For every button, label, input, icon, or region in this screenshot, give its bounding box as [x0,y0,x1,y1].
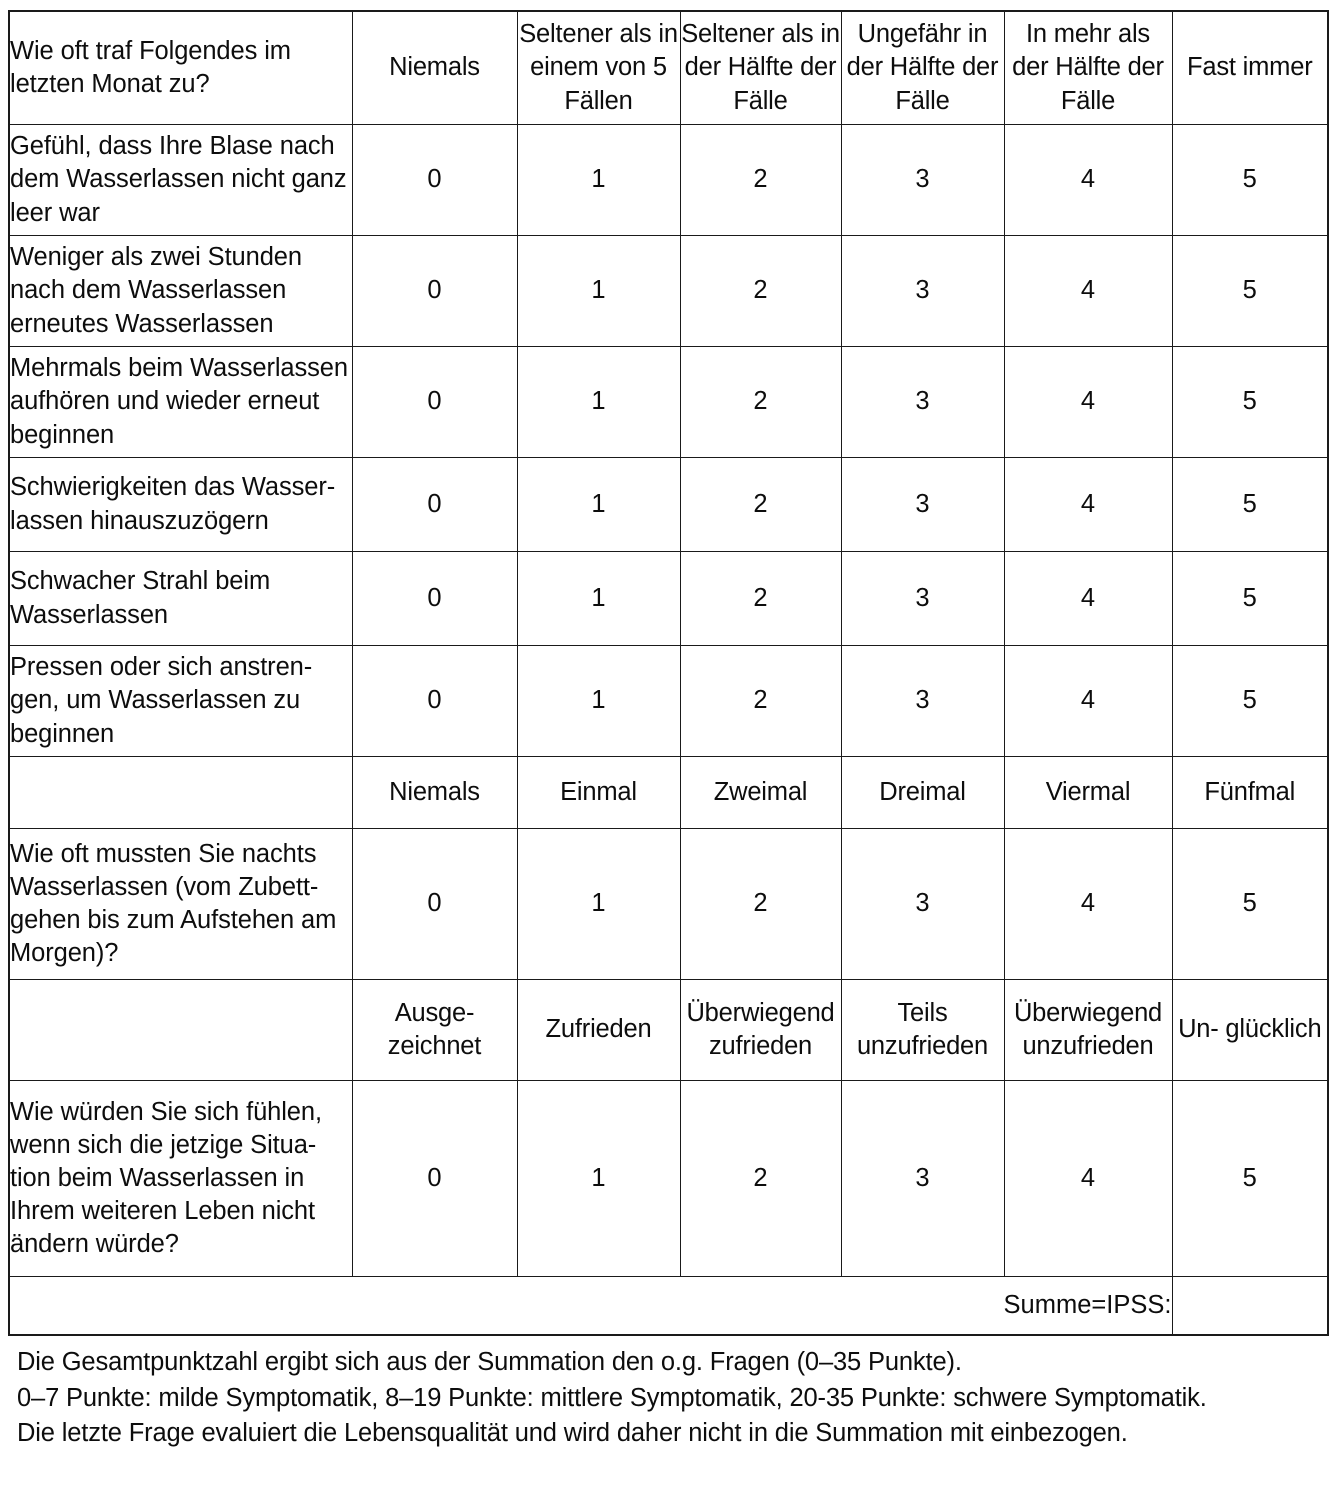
score-cell-3-2[interactable]: 2 [680,347,841,458]
question-text-8: Wie würden Sie sich fühlen, wenn sich die jetzige Situa- tion beim Wasserlassen in Ihrem weiteren Leben nicht ändern würde? [9,1081,352,1277]
score-cell-2-4[interactable]: 4 [1004,236,1172,347]
count-scale-1: Einmal [517,757,680,829]
footer-notes [8,1345,1327,1452]
score-cell-2-3[interactable]: 3 [841,236,1004,347]
question-text-6: Pressen oder sich anstren- gen, um Wasserlassen zu beginnen [9,646,352,757]
table-row [9,829,1328,980]
table-row [9,552,1328,646]
sum-row [9,1277,1328,1336]
sum-input-cell[interactable] [1172,1277,1328,1336]
score-cell-8-3[interactable]: 3 [841,1081,1004,1277]
score-cell-5-0[interactable]: 0 [352,552,517,646]
table-row [9,458,1328,552]
score-cell-7-0[interactable]: 0 [352,829,517,980]
question-text-3: Mehrmals beim Wasserlassen aufhören und wieder erneut beginnen [9,347,352,458]
count-scale-2: Zweimal [680,757,841,829]
question-text-2: Weniger als zwei Stunden nach dem Wasserlassen erneutes Wasserlassen [9,236,352,347]
score-cell-1-1[interactable]: 1 [517,125,680,236]
count-scale-3: Dreimal [841,757,1004,829]
score-cell-8-4[interactable]: 4 [1004,1081,1172,1277]
satisfaction-scale-5: Un- glücklich [1172,980,1328,1081]
freq-scale-3: Ungefähr in der Hälfte der Fälle [841,11,1004,125]
score-cell-5-5[interactable]: 5 [1172,552,1328,646]
score-cell-1-3[interactable]: 3 [841,125,1004,236]
count-scale-5: Fünfmal [1172,757,1328,829]
question-text-5: Schwacher Strahl beim Wasserlassen [9,552,352,646]
score-cell-4-3[interactable]: 3 [841,458,1004,552]
score-cell-7-5[interactable]: 5 [1172,829,1328,980]
score-cell-6-2[interactable]: 2 [680,646,841,757]
freq-scale-0: Niemals [352,11,517,125]
score-cell-6-0[interactable]: 0 [352,646,517,757]
satisfaction-scale-1: Zufrieden [517,980,680,1081]
score-cell-5-4[interactable]: 4 [1004,552,1172,646]
score-cell-6-5[interactable]: 5 [1172,646,1328,757]
table-row [9,236,1328,347]
score-cell-2-1[interactable]: 1 [517,236,680,347]
score-cell-3-5[interactable]: 5 [1172,347,1328,458]
count-scale-0: Niemals [352,757,517,829]
question-text-4: Schwierigkeiten das Wasser- lassen hinauszuzögern [9,458,352,552]
score-cell-1-2[interactable]: 2 [680,125,841,236]
score-cell-1-0[interactable]: 0 [352,125,517,236]
satisfaction-scale-header-row [9,980,1328,1081]
score-cell-3-1[interactable]: 1 [517,347,680,458]
score-cell-6-4[interactable]: 4 [1004,646,1172,757]
satisfaction-scale-0: Ausge- zeichnet [352,980,517,1081]
footer-line-2: 0–7 Punkte: milde Symptomatik, 8–19 Punkte: mittlere Symptomatik, 20-35 Punkte: schwere Symptomatik. [17,1383,1207,1412]
table-row [9,1081,1328,1277]
score-cell-3-3[interactable]: 3 [841,347,1004,458]
score-cell-4-4[interactable]: 4 [1004,458,1172,552]
score-cell-2-5[interactable]: 5 [1172,236,1328,347]
freq-scale-1: Seltener als in einem von 5 Fällen [517,11,680,125]
score-cell-6-1[interactable]: 1 [517,646,680,757]
satisfaction-scale-2: Überwiegend zufrieden [680,980,841,1081]
score-cell-1-4[interactable]: 4 [1004,125,1172,236]
score-cell-7-4[interactable]: 4 [1004,829,1172,980]
score-cell-5-2[interactable]: 2 [680,552,841,646]
header-question-cell: Wie oft traf Folgendes im letzten Monat zu? [9,11,352,125]
score-cell-4-0[interactable]: 0 [352,458,517,552]
score-cell-2-0[interactable]: 0 [352,236,517,347]
satisfaction-scale-4: Überwiegend unzufrieden [1004,980,1172,1081]
sum-label: Summe=IPSS: [9,1277,1172,1336]
satisfaction-scale-3: Teils unzufrieden [841,980,1004,1081]
ipss-table [8,10,1329,1336]
score-cell-3-4[interactable]: 4 [1004,347,1172,458]
score-cell-2-2[interactable]: 2 [680,236,841,347]
score-cell-7-1[interactable]: 1 [517,829,680,980]
question-text-1: Gefühl, dass Ihre Blase nach dem Wasserlassen nicht ganz leer war [9,125,352,236]
table-header-row [9,11,1328,125]
score-cell-4-5[interactable]: 5 [1172,458,1328,552]
empty-label-cell [9,757,352,829]
score-cell-7-3[interactable]: 3 [841,829,1004,980]
score-cell-1-5[interactable]: 5 [1172,125,1328,236]
question-text-7: Wie oft mussten Sie nachts Wasserlassen (vom Zubett- gehen bis zum Aufstehen am Morgen)? [9,829,352,980]
table-row [9,125,1328,236]
table-row [9,347,1328,458]
score-cell-8-5[interactable]: 5 [1172,1081,1328,1277]
score-cell-8-1[interactable]: 1 [517,1081,680,1277]
score-cell-4-2[interactable]: 2 [680,458,841,552]
table-row [9,646,1328,757]
freq-scale-5: Fast immer [1172,11,1328,125]
score-cell-8-0[interactable]: 0 [352,1081,517,1277]
score-cell-4-1[interactable]: 1 [517,458,680,552]
freq-scale-2: Seltener als in der Hälfte der Fälle [680,11,841,125]
footer-line-1: Die Gesamtpunktzahl ergibt sich aus der Summation den o.g. Fragen (0–35 Punkte). [17,1348,962,1376]
score-cell-7-2[interactable]: 2 [680,829,841,980]
score-cell-3-0[interactable]: 0 [352,347,517,458]
freq-scale-4: In mehr als der Hälfte der Fälle [1004,11,1172,125]
count-scale-4: Viermal [1004,757,1172,829]
score-cell-8-2[interactable]: 2 [680,1081,841,1277]
empty-label-cell [9,980,352,1081]
score-cell-5-1[interactable]: 1 [517,552,680,646]
score-cell-6-3[interactable]: 3 [841,646,1004,757]
footer-line-3: Die letzte Frage evaluiert die Lebensqualität und wird daher nicht in die Summation mit einbezogen. [17,1419,1128,1448]
count-scale-header-row [9,757,1328,829]
score-cell-5-3[interactable]: 3 [841,552,1004,646]
